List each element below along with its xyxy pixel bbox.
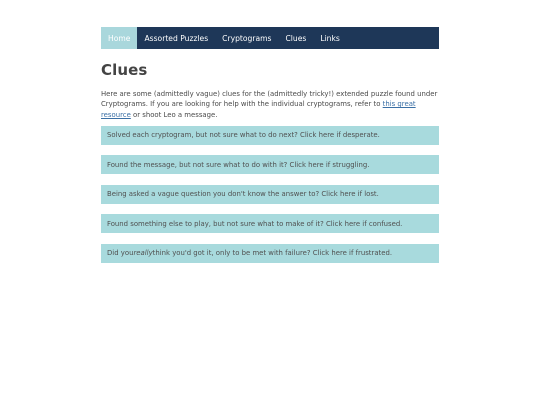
clue-confused[interactable]: Found something else to play, but not sure what to make of it? Click here if confused. (101, 214, 439, 233)
clue-desperate[interactable]: Solved each cryptogram, but not sure what to do next? Click here if desperate. (101, 126, 439, 145)
page-container (101, 27, 439, 263)
resource-link[interactable]: this great resource (101, 100, 416, 119)
intro-text: Here are some (admittedly vague) clues for the (admittedly tricky!) extended puzzle found under Cryptograms. If you are looking for help with the individual cryptograms, refer to (101, 90, 438, 109)
page-title: Clues (101, 61, 148, 79)
clue-frustrated[interactable] (101, 244, 439, 263)
nav-item-cryptograms[interactable]: Cryptograms (222, 33, 272, 43)
clue-frustrated-text-start: Did you (107, 249, 134, 258)
nav-item-links[interactable]: Links (320, 33, 340, 43)
top-nav (101, 27, 439, 49)
intro-paragraph (101, 89, 439, 120)
nav-item-assorted-puzzles[interactable]: Assorted Puzzles (144, 33, 209, 43)
clue-struggling[interactable]: Found the message, but not sure what to do with it? Click here if struggling. (101, 155, 439, 174)
nav-item-clues[interactable]: Clues (285, 33, 307, 43)
clue-lost[interactable]: Being asked a vague question you don't know the answer to? Click here if lost. (101, 185, 439, 204)
intro-text-end: or shoot Leo a message. (130, 110, 218, 119)
clue-frustrated-emphasis: really (133, 249, 153, 258)
nav-item-home[interactable]: Home (101, 27, 137, 49)
clue-list (101, 126, 439, 263)
clue-frustrated-text-end: think you'd got it, only to be met with failure? Click here if frustrated. (152, 249, 393, 258)
